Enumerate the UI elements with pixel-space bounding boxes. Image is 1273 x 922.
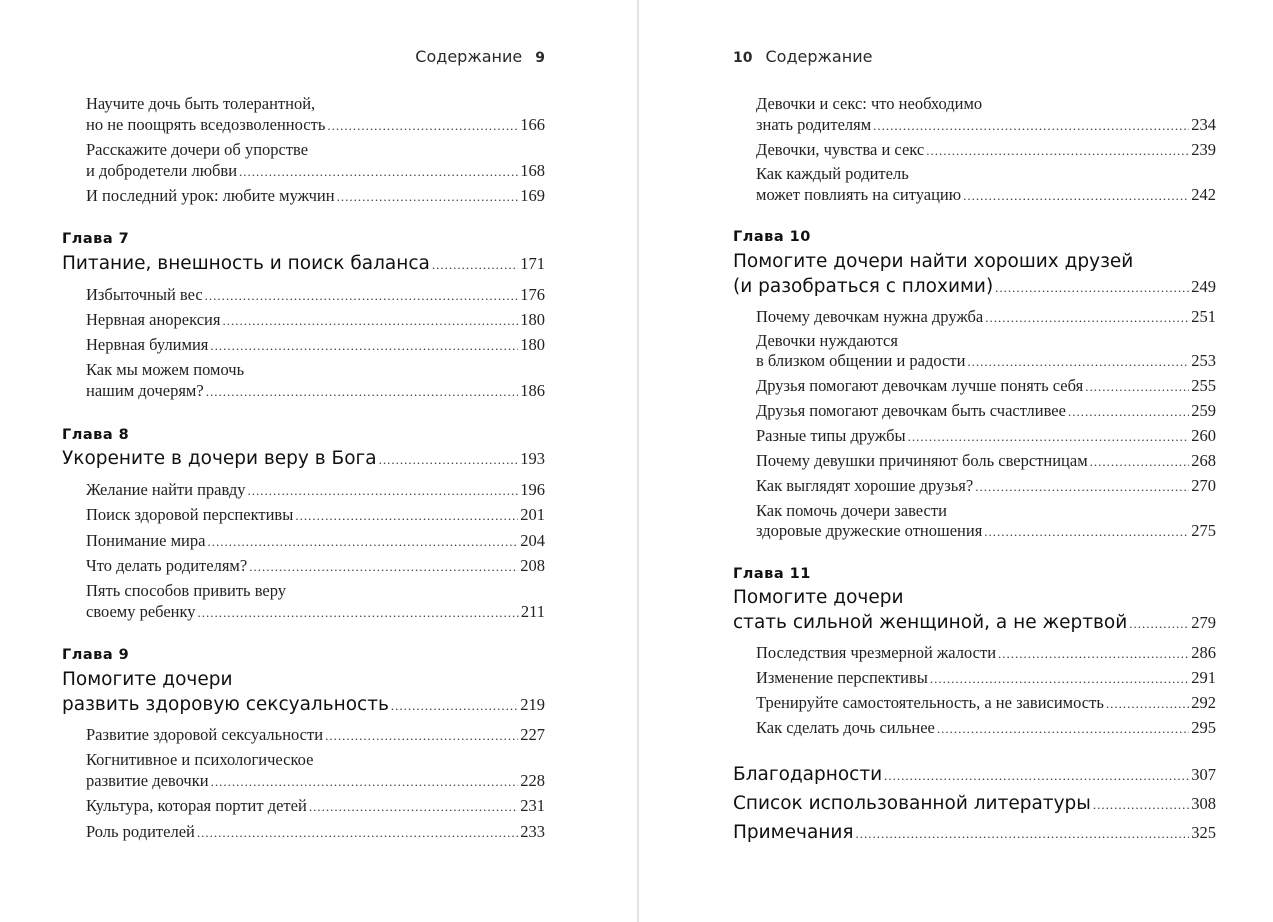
leader-dots: [998, 643, 1189, 665]
chapter-title: Укорените в дочери веру в Бога: [62, 448, 377, 469]
toc-entry[interactable]: [756, 475, 1216, 497]
toc-entry[interactable]: [756, 400, 1216, 422]
toc-page-number: 204: [520, 531, 545, 550]
toc-entry[interactable]: [86, 309, 545, 331]
toc-entry-title: Разные типы дружбы: [756, 426, 906, 445]
toc-page-number: 239: [1191, 140, 1216, 159]
toc-entry-line: Как мы можем помочь: [86, 360, 245, 379]
toc-page-number: 251: [1191, 307, 1216, 326]
leader-dots: [873, 115, 1189, 137]
toc-entry-title: Нервная булимия: [86, 335, 209, 354]
toc-entry[interactable]: [756, 184, 1216, 206]
chapter-title-line: Помогите дочери найти хороших друзей: [733, 251, 1134, 272]
toc-entry-title: и добродетели любви: [86, 161, 238, 180]
toc-entry-title: Понимание мира: [86, 531, 206, 550]
toc-page-number: 270: [1191, 476, 1216, 495]
toc-page-number: 231: [520, 796, 545, 815]
toc-entry[interactable]: [86, 479, 545, 501]
chapter-title: (и разобраться с плохими): [733, 276, 994, 297]
toc-page-number: 275: [1191, 521, 1216, 540]
running-head-right: [733, 47, 872, 66]
leader-dots: [1093, 792, 1189, 818]
leader-dots: [1090, 451, 1190, 473]
toc-entry[interactable]: [86, 284, 545, 306]
toc-page-number: 253: [1191, 351, 1216, 370]
toc-page-number: 201: [520, 505, 545, 524]
toc-entry[interactable]: [86, 160, 545, 182]
leader-dots: [309, 796, 518, 818]
toc-page-number: 295: [1191, 718, 1216, 737]
toc-page-number: 227: [520, 725, 545, 744]
toc-entry[interactable]: [756, 350, 1216, 372]
toc-entry-title: Развитие здоровой сексуальности: [86, 725, 324, 744]
running-head-title: Содержание: [415, 47, 523, 66]
leader-dots: [205, 285, 519, 307]
chapter-title-line: Помогите дочери: [733, 587, 904, 608]
leader-dots: [210, 335, 518, 357]
leader-dots: [1085, 376, 1189, 398]
toc-entry[interactable]: [86, 380, 545, 402]
toc-entry[interactable]: [756, 717, 1216, 739]
toc-entry-title: Роль родителей: [86, 822, 195, 841]
back-matter-entry-bibliography[interactable]: [733, 791, 1216, 817]
toc-entry-line: Расскажите дочери об упорстве: [86, 140, 309, 159]
leader-dots: [926, 140, 1189, 162]
toc-entry-title: здоровые дружеские отношения: [756, 521, 983, 540]
toc-page-number: 186: [520, 381, 545, 400]
toc-entry[interactable]: [86, 504, 545, 526]
back-matter-title: Список использованной литературы: [733, 793, 1091, 814]
chapter-title: Питание, внешность и поиск баланса: [62, 253, 430, 274]
toc-entry[interactable]: [86, 601, 545, 623]
toc-entry-line: Как каждый родитель: [756, 164, 909, 183]
toc-page-number: 211: [520, 602, 545, 621]
toc-page-number: 193: [520, 449, 545, 468]
toc-entry-title: Как сделать дочь сильнее: [756, 718, 935, 737]
leader-dots: [206, 381, 519, 403]
leader-dots: [963, 185, 1189, 207]
toc-entry[interactable]: [86, 724, 545, 746]
toc-entry-title: развитие девочки: [86, 771, 209, 790]
chapter-label: Глава 8: [62, 427, 130, 443]
toc-entry-title: Что делать родителям?: [86, 556, 248, 575]
leader-dots: [975, 476, 1189, 498]
leader-dots: [967, 351, 1189, 373]
leader-dots: [884, 763, 1189, 789]
chapter-entry[interactable]: [62, 446, 545, 472]
leader-dots: [197, 822, 518, 844]
toc-entry-title: Друзья помогают девочкам быть счастливее: [756, 401, 1066, 420]
toc-entry-title: Поиск здоровой перспективы: [86, 505, 294, 524]
toc-page-number: 169: [520, 186, 545, 205]
toc-entry-title: Последствия чрезмерной жалости: [756, 643, 997, 662]
toc-page-number: 208: [520, 556, 545, 575]
chapter-label: Глава 11: [733, 566, 811, 582]
toc-entry-title: нашим дочерям?: [86, 381, 204, 400]
toc-entry-title: но не поощрять вседозволенность: [86, 115, 326, 134]
toc-page-number: 279: [1191, 613, 1216, 632]
leader-dots: [995, 275, 1189, 301]
toc-entry[interactable]: [756, 520, 1216, 542]
leader-dots: [1106, 693, 1189, 715]
chapter-label: Глава 9: [62, 647, 130, 663]
back-matter-entry-acknowledgements[interactable]: [733, 762, 1216, 788]
toc-entry-title: Тренируйте самостоятельность, а не зависимость: [756, 693, 1104, 712]
toc-entry[interactable]: [756, 667, 1216, 689]
chapter-title: стать сильной женщиной, а не жертвой: [733, 612, 1128, 633]
leader-dots: [249, 556, 518, 578]
leader-dots: [432, 252, 518, 278]
running-head-left: [415, 47, 545, 66]
leader-dots: [327, 115, 518, 137]
toc-entry[interactable]: [756, 375, 1216, 397]
toc-entry-title: Девочки, чувства и секс: [756, 140, 925, 159]
toc-entry[interactable]: [86, 770, 545, 792]
toc-entry[interactable]: [756, 114, 1216, 136]
leader-dots: [1068, 401, 1189, 423]
toc-entry-title: Друзья помогают девочкам лучше понять себя: [756, 376, 1084, 395]
chapter-entry[interactable]: [62, 692, 545, 718]
toc-entry[interactable]: [86, 530, 545, 552]
toc-entry[interactable]: [86, 821, 545, 843]
toc-entry-line: Научите дочь быть толерантной,: [86, 94, 316, 113]
leader-dots: [207, 531, 518, 553]
toc-entry[interactable]: [86, 555, 545, 577]
leader-dots: [984, 521, 1189, 543]
toc-entry[interactable]: [756, 692, 1216, 714]
toc-page-number: 180: [520, 310, 545, 329]
toc-entry[interactable]: [86, 334, 545, 356]
toc-entry-line: Когнитивное и психологическое: [86, 750, 314, 769]
leader-dots: [248, 480, 519, 502]
toc-page-number: 180: [520, 335, 545, 354]
leader-dots: [930, 668, 1189, 690]
toc-entry-line: Как помочь дочери завести: [756, 501, 947, 520]
leader-dots: [239, 161, 518, 183]
toc-page-number: 249: [1191, 277, 1216, 296]
toc-page-number: 292: [1191, 693, 1216, 712]
toc-page-number: 259: [1191, 401, 1216, 420]
toc-entry-title: в близком общении и радости: [756, 351, 966, 370]
toc-entry-title: Почему девушки причиняют боль сверстницам: [756, 451, 1088, 470]
chapter-label: Глава 7: [62, 231, 130, 247]
toc-page-number: 308: [1191, 794, 1216, 813]
toc-entry-line: Девочки нуждаются: [756, 331, 898, 350]
back-matter-title: Благодарности: [733, 764, 883, 785]
toc-page-number: 307: [1191, 765, 1216, 784]
toc-entry-title: Изменение перспективы: [756, 668, 928, 687]
toc-entry[interactable]: [86, 114, 545, 136]
toc-entry-title: Культура, которая портит детей: [86, 796, 307, 815]
toc-entry-title: своему ребенку: [86, 602, 196, 621]
leader-dots: [908, 426, 1190, 448]
toc-page-number: 166: [520, 115, 545, 134]
toc-page-number: 233: [520, 822, 545, 841]
toc-entry[interactable]: [756, 642, 1216, 664]
leader-dots: [211, 771, 519, 793]
toc-page-number: 255: [1191, 376, 1216, 395]
back-matter-title: Примечания: [733, 822, 854, 843]
toc-page-number: 291: [1191, 668, 1216, 687]
leader-dots: [198, 602, 519, 624]
running-head-title: Содержание: [765, 47, 873, 66]
toc-entry[interactable]: [756, 425, 1216, 447]
chapter-entry[interactable]: [62, 251, 545, 277]
page-number: 9: [535, 50, 545, 66]
toc-entry[interactable]: [86, 795, 545, 817]
toc-page-number: 286: [1191, 643, 1216, 662]
toc-page-number: 228: [520, 771, 545, 790]
leader-dots: [985, 307, 1189, 329]
leader-dots: [295, 505, 518, 527]
toc-entry[interactable]: [756, 139, 1216, 161]
toc-page-number: 196: [520, 480, 545, 499]
toc-page-number: 234: [1191, 115, 1216, 134]
toc-entry-title: может повлиять на ситуацию: [756, 185, 962, 204]
right-page: [639, 0, 1273, 922]
leader-dots: [379, 447, 519, 473]
toc-entry-title: Почему девочкам нужна дружба: [756, 307, 984, 326]
toc-entry-title: И последний урок: любите мужчин: [86, 186, 335, 205]
leader-dots: [856, 821, 1190, 847]
toc-entry-title: Как выглядят хорошие друзья?: [756, 476, 974, 495]
leader-dots: [391, 693, 518, 719]
toc-page-number: 171: [520, 254, 545, 273]
leader-dots: [937, 718, 1189, 740]
chapter-title-line: Помогите дочери: [62, 669, 233, 690]
chapter-title: развить здоровую сексуальность: [62, 694, 389, 715]
page-number: 10: [733, 50, 753, 66]
leader-dots: [1129, 611, 1189, 637]
toc-entry[interactable]: [86, 185, 545, 207]
toc-entry-line: Девочки и секс: что необходимо: [756, 94, 983, 113]
chapter-entry[interactable]: [733, 610, 1216, 636]
toc-page-number: 242: [1191, 185, 1216, 204]
toc-entry-title: знать родителям: [756, 115, 872, 134]
toc-page-number: 260: [1191, 426, 1216, 445]
toc-entry[interactable]: [756, 306, 1216, 328]
leader-dots: [222, 310, 518, 332]
toc-page-number: 168: [520, 161, 545, 180]
toc-page-number: 268: [1191, 451, 1216, 470]
toc-entry-line: Пять способов привить веру: [86, 581, 287, 600]
toc-entry-title: Желание найти правду: [86, 480, 246, 499]
leader-dots: [337, 186, 519, 208]
toc-entry-title: Нервная анорексия: [86, 310, 221, 329]
toc-page-number: 325: [1191, 823, 1216, 842]
toc-page-number: 219: [520, 695, 545, 714]
chapter-label: Глава 10: [733, 229, 811, 245]
toc-entry[interactable]: [756, 450, 1216, 472]
leader-dots: [325, 725, 518, 747]
toc-entry-title: Избыточный вес: [86, 285, 203, 304]
chapter-entry[interactable]: [733, 274, 1216, 300]
toc-page-number: 176: [520, 285, 545, 304]
back-matter-entry-notes[interactable]: [733, 820, 1216, 846]
